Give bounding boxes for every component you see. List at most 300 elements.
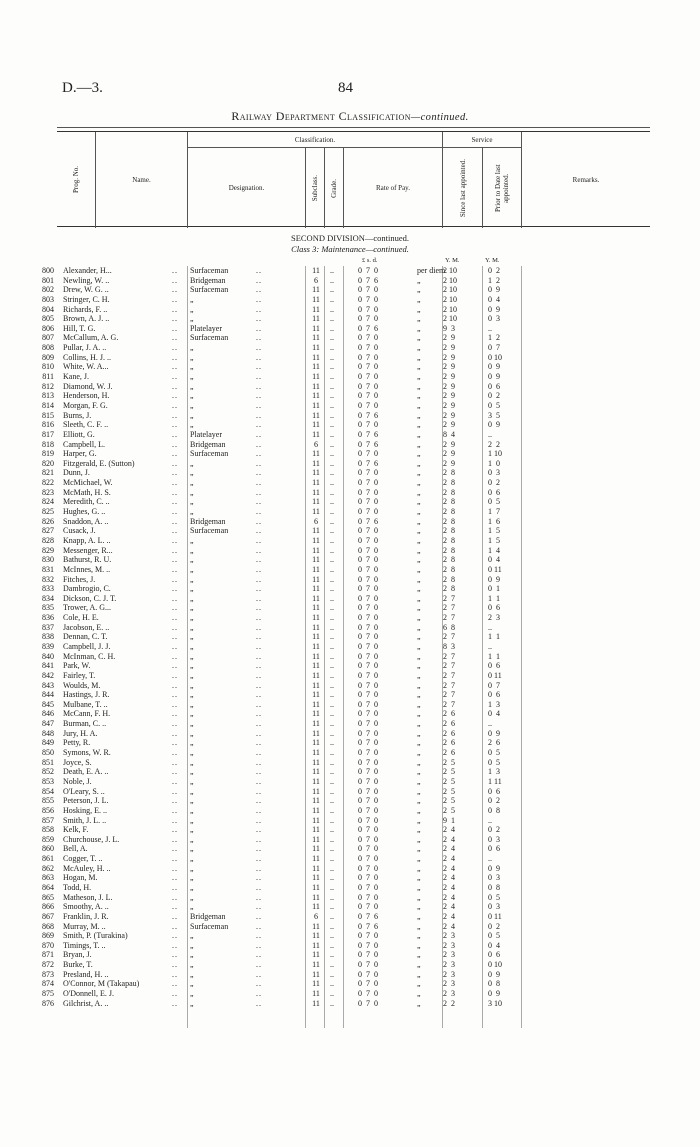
leader-dots: .. (256, 478, 262, 488)
pay-period-cell: „ (417, 613, 421, 623)
pay-period-cell: „ (417, 584, 421, 594)
leader-dots: .. (256, 892, 262, 902)
leader-dots: .. (256, 285, 262, 295)
pay-period-cell: „ (417, 805, 421, 815)
table-row (0, 864, 700, 874)
prior-cell: 1 10 (488, 449, 502, 459)
table-row (0, 401, 700, 411)
since-cell: 2 4 (443, 844, 455, 854)
leader-dots: .. (256, 969, 262, 979)
table-row (0, 912, 700, 922)
prog-no-cell: 840 (42, 651, 54, 661)
rate-cell: 0 7 0 (358, 757, 378, 767)
designation-cell: „ (190, 458, 194, 468)
leader-dots: .. (172, 728, 178, 738)
designation-cell: „ (190, 950, 194, 960)
leader-dots: .. (330, 680, 334, 690)
subclass-cell: 11 (312, 873, 320, 883)
subclass-cell: 11 (312, 931, 320, 941)
leader-dots: .. (172, 825, 178, 835)
units-prior: Y. M. (485, 257, 500, 264)
leader-dots: .. (330, 603, 334, 613)
name-cell: Matheson, J. L. (63, 892, 113, 902)
header-remarks: Remarks. (521, 132, 650, 228)
designation-cell: „ (190, 574, 194, 584)
leader-dots: .. (172, 439, 178, 449)
pay-period-cell: „ (417, 526, 421, 536)
name-cell: McAuley, H. .. (63, 863, 111, 873)
leader-dots: .. (256, 333, 262, 343)
prior-cell: 3 10 (488, 998, 502, 1008)
leader-dots: .. (330, 593, 334, 603)
name-cell: Snaddon, A. .. (63, 516, 109, 526)
leader-dots: .. (330, 863, 334, 873)
leader-dots: .. (330, 719, 334, 729)
prior-cell: 0 9 (488, 989, 500, 999)
rate-cell: 0 7 0 (358, 854, 378, 864)
prog-no-cell: 819 (42, 449, 54, 459)
leader-dots: .. (330, 343, 334, 353)
leader-dots: .. (172, 507, 178, 517)
prog-no-cell: 818 (42, 439, 54, 449)
prog-no-cell: 834 (42, 593, 54, 603)
prior-cell: 1 0 (488, 458, 500, 468)
pay-period-cell: „ (417, 391, 421, 401)
leader-dots: .. (256, 468, 262, 478)
leader-dots: .. (172, 680, 178, 690)
since-cell: 2 8 (443, 564, 455, 574)
leader-dots: .. (172, 603, 178, 613)
leader-dots: .. (330, 786, 334, 796)
pay-period-cell: per diem (417, 266, 446, 275)
prog-no-cell: 827 (42, 526, 54, 536)
prior-cell: 0 8 (488, 979, 500, 989)
subclass-cell: 11 (312, 632, 320, 642)
table-row (0, 478, 700, 488)
prog-no-cell: 855 (42, 796, 54, 806)
subclass-cell: 11 (312, 670, 320, 680)
leader-dots: .. (172, 545, 178, 555)
since-cell: 2 3 (443, 979, 455, 989)
designation-cell: „ (190, 969, 194, 979)
table-row (0, 816, 700, 826)
pay-period-cell: „ (417, 304, 421, 314)
designation-cell: „ (190, 468, 194, 478)
rate-cell: 0 7 0 (358, 680, 378, 690)
table-row (0, 420, 700, 430)
leader-dots: .. (172, 400, 178, 410)
table-row (0, 546, 700, 556)
prior-cell: 1 6 (488, 516, 500, 526)
rate-cell: 0 7 0 (358, 622, 378, 632)
leader-dots: .. (330, 748, 334, 758)
since-cell: 2 8 (443, 584, 455, 594)
rate-cell: 0 7 0 (358, 738, 378, 748)
prog-no-cell: 837 (42, 622, 54, 632)
rate-cell: 0 7 0 (358, 449, 378, 459)
leader-dots: .. (330, 632, 334, 642)
designation-cell: „ (190, 420, 194, 430)
designation-cell: „ (190, 728, 194, 738)
table-row (0, 333, 700, 343)
prog-no-cell: 871 (42, 950, 54, 960)
table-row (0, 960, 700, 970)
leader-dots: .. (172, 410, 178, 420)
since-cell: 2 3 (443, 931, 455, 941)
pay-period-cell: „ (417, 873, 421, 883)
name-cell: Knapp, A. L. .. (63, 535, 111, 545)
name-cell: Diamond, W. J. (63, 381, 113, 391)
rate-cell: 0 7 0 (358, 796, 378, 806)
leader-dots: .. (256, 362, 262, 372)
designation-cell: „ (190, 391, 194, 401)
prior-cell: 0 11 (488, 564, 502, 574)
rate-cell: 0 7 0 (358, 661, 378, 671)
table-row (0, 632, 700, 642)
leader-dots: .. (256, 844, 262, 854)
leader-dots: .. (330, 381, 334, 391)
table-row (0, 449, 700, 459)
name-cell: Morgan, F. G. (63, 400, 108, 410)
table-row (0, 671, 700, 681)
leader-dots: .. (172, 960, 178, 970)
pay-period-cell: „ (417, 352, 421, 362)
table-row (0, 796, 700, 806)
leader-dots: .. (330, 709, 334, 719)
leader-dots: .. (172, 381, 178, 391)
subclass-cell: 11 (312, 680, 320, 690)
leader-dots: .. (330, 574, 334, 584)
rate-cell: 0 7 0 (358, 343, 378, 353)
name-cell: Jacobson, E. .. (63, 622, 110, 632)
page-title (0, 109, 700, 124)
subclass-cell: 11 (312, 622, 320, 632)
prog-no-cell: 858 (42, 825, 54, 835)
prior-cell: 1 2 (488, 333, 500, 343)
table-row (0, 690, 700, 700)
prog-no-cell: 873 (42, 969, 54, 979)
prior-cell: 0 10 (488, 352, 502, 362)
table-row (0, 459, 700, 469)
leader-dots: .. (256, 555, 262, 565)
subclass-cell: 11 (312, 266, 320, 275)
prog-no-cell: 843 (42, 680, 54, 690)
subclass-cell: 11 (312, 863, 320, 873)
leader-dots: .. (256, 420, 262, 430)
name-cell: White, W. A... (63, 362, 109, 372)
name-cell: Harper, G. (63, 449, 97, 459)
rate-cell: 0 7 0 (358, 526, 378, 536)
table-row (0, 526, 700, 536)
leader-dots: .. (172, 892, 178, 902)
prog-no-cell: 845 (42, 699, 54, 709)
name-cell: Newling, W. .. (63, 275, 110, 285)
subclass-cell: 11 (312, 921, 320, 931)
prog-no-cell: 872 (42, 960, 54, 970)
leader-dots: .. (172, 429, 178, 439)
table-row (0, 324, 700, 334)
prog-no-cell: 814 (42, 400, 54, 410)
subclass-cell: 11 (312, 343, 320, 353)
since-cell: 2 6 (443, 728, 455, 738)
prior-cell: 1 3 (488, 767, 500, 777)
table-row (0, 719, 700, 729)
subclass-cell: 11 (312, 960, 320, 970)
prior-cell: 0 6 (488, 690, 500, 700)
name-cell: Burns, J. (63, 410, 92, 420)
leader-dots: .. (256, 429, 262, 439)
prior-cell: 0 1 (488, 584, 500, 594)
name-cell: Hosking, E. .. (63, 805, 107, 815)
prog-no-cell: 869 (42, 931, 54, 941)
designation-cell: „ (190, 719, 194, 729)
rate-cell: 0 7 6 (358, 439, 378, 449)
prior-cell: 0 9 (488, 420, 500, 430)
rate-cell: 0 7 0 (358, 593, 378, 603)
prior-cell: 0 6 (488, 487, 500, 497)
subclass-cell: 11 (312, 613, 320, 623)
prog-no-cell: 803 (42, 294, 54, 304)
rate-cell: 0 7 6 (358, 410, 378, 420)
name-cell: Henderson, H. (63, 391, 110, 401)
name-cell: Burke, T. (63, 960, 93, 970)
leader-dots: .. (330, 670, 334, 680)
leader-dots: .. (172, 757, 178, 767)
leader-dots: .. (256, 381, 262, 391)
leader-dots: .. (172, 921, 178, 931)
leader-dots: .. (330, 911, 334, 921)
table-row (0, 536, 700, 546)
prog-no-cell: 842 (42, 670, 54, 680)
prior-cell: 0 6 (488, 844, 500, 854)
name-cell: Peterson, J. L. (63, 796, 109, 806)
since-cell: 2 8 (443, 516, 455, 526)
name-cell: Bell, A. (63, 844, 88, 854)
prior-cell: 2 6 (488, 738, 500, 748)
name-cell: Hill, T. G. (63, 323, 96, 333)
leader-dots: .. (172, 989, 178, 999)
pay-period-cell: „ (417, 535, 421, 545)
subclass-cell: 11 (312, 304, 320, 314)
prog-no-cell: 863 (42, 873, 54, 883)
prior-cell: 0 4 (488, 294, 500, 304)
top-rule (57, 127, 650, 128)
name-cell: McInnes, M. .. (63, 564, 111, 574)
prog-no-cell: 828 (42, 535, 54, 545)
subclass-cell: 11 (312, 458, 320, 468)
leader-dots: .. (330, 372, 334, 382)
leader-dots: .. (330, 555, 334, 565)
leader-dots: .. (256, 728, 262, 738)
since-cell: 2 9 (443, 449, 455, 459)
pay-period-cell: „ (417, 921, 421, 931)
designation-cell: „ (190, 613, 194, 623)
subclass-cell: 6 (314, 516, 318, 526)
since-cell: 2 9 (443, 439, 455, 449)
table-row (0, 941, 700, 951)
leader-dots: .. (256, 593, 262, 603)
prog-no-cell: 868 (42, 921, 54, 931)
leader-dots: .. (256, 449, 262, 459)
table-row (0, 391, 700, 401)
name-cell: McInman, C. H. (63, 651, 116, 661)
since-cell: 2 5 (443, 805, 455, 815)
prog-no-cell: 802 (42, 285, 54, 295)
designation-cell: Surfaceman (190, 449, 229, 459)
pay-period-cell: „ (417, 834, 421, 844)
pay-period-cell: „ (417, 728, 421, 738)
leader-dots: .. (172, 796, 178, 806)
rate-cell: 0 7 6 (358, 911, 378, 921)
pay-period-cell: „ (417, 429, 421, 439)
leader-dots: .. (172, 285, 178, 295)
prior-cell: 0 9 (488, 285, 500, 295)
table-row (0, 893, 700, 903)
subclass-cell: 11 (312, 593, 320, 603)
designation-cell: Surfaceman (190, 266, 229, 275)
prog-no-cell: 839 (42, 641, 54, 651)
leader-dots: .. (330, 892, 334, 902)
since-cell: 2 7 (443, 699, 455, 709)
name-cell: Cogger, T. .. (63, 854, 103, 864)
leader-dots: .. (256, 719, 262, 729)
prog-no-cell: 815 (42, 410, 54, 420)
table-row (0, 931, 700, 941)
table-row (0, 372, 700, 382)
subclass-cell: 11 (312, 323, 320, 333)
designation-cell: „ (190, 478, 194, 488)
subclass-cell: 11 (312, 661, 320, 671)
since-cell: 2 7 (443, 680, 455, 690)
prior-cell: 0 8 (488, 805, 500, 815)
rate-cell: 0 7 0 (358, 883, 378, 892)
subclass-cell: 11 (312, 468, 320, 478)
leader-dots: .. (172, 883, 178, 892)
subclass-cell: 11 (312, 748, 320, 758)
rate-cell: 0 7 0 (358, 969, 378, 979)
prior-cell: 1 4 (488, 545, 500, 555)
table-row (0, 922, 700, 932)
designation-cell: „ (190, 767, 194, 777)
name-cell: Dambrogio, C. (63, 584, 111, 594)
prog-no-cell: 811 (42, 372, 54, 382)
subclass-cell: 11 (312, 294, 320, 304)
rate-cell: 0 7 0 (358, 825, 378, 835)
table-row (0, 825, 700, 835)
header-designation: Designation. (187, 148, 305, 228)
leader-dots: .. (172, 979, 178, 989)
rate-cell: 0 7 0 (358, 834, 378, 844)
leader-dots: .. (330, 487, 334, 497)
prog-no-cell: 800 (42, 266, 54, 275)
leader-dots: .. (172, 294, 178, 304)
since-cell: 2 6 (443, 738, 455, 748)
leader-dots: .. (172, 950, 178, 960)
designation-cell: „ (190, 825, 194, 835)
rate-cell: 0 7 0 (358, 613, 378, 623)
designation-cell: „ (190, 805, 194, 815)
table-row (0, 970, 700, 980)
pay-period-cell: „ (417, 776, 421, 786)
designation-cell: „ (190, 661, 194, 671)
prior-cell: 2 3 (488, 613, 500, 623)
designation-cell: „ (190, 352, 194, 362)
since-cell: 2 3 (443, 989, 455, 999)
rate-cell: 0 7 0 (358, 545, 378, 555)
prog-no-cell: 812 (42, 381, 54, 391)
leader-dots: .. (256, 535, 262, 545)
leader-dots: .. (172, 902, 178, 912)
leader-dots: .. (172, 362, 178, 372)
table-row (0, 873, 700, 883)
prior-cell: 0 2 (488, 796, 500, 806)
since-cell: 2 10 (443, 266, 457, 275)
table-row (0, 266, 700, 276)
leader-dots: .. (256, 497, 262, 507)
prog-no-cell: 850 (42, 748, 54, 758)
leader-dots: .. (330, 960, 334, 970)
designation-cell: „ (190, 622, 194, 632)
leader-dots: .. (256, 863, 262, 873)
name-cell: Bathurst, R. U. (63, 555, 112, 565)
table-row (0, 353, 700, 363)
prior-cell: 1 2 (488, 275, 500, 285)
leader-dots: .. (330, 584, 334, 594)
prog-no-cell: 830 (42, 555, 54, 565)
rate-cell: 0 7 0 (358, 352, 378, 362)
since-cell: 2 8 (443, 526, 455, 536)
rate-cell: 0 7 0 (358, 960, 378, 970)
leader-dots: .. (172, 998, 178, 1008)
rate-cell: 0 7 0 (358, 699, 378, 709)
subclass-cell: 11 (312, 738, 320, 748)
prior-cell: 0 3 (488, 834, 500, 844)
designation-cell: „ (190, 738, 194, 748)
name-cell: Dunn, J. (63, 468, 90, 478)
leader-dots: .. (172, 699, 178, 709)
since-cell: 2 4 (443, 863, 455, 873)
pay-period-cell: „ (417, 796, 421, 806)
subclass-cell: 11 (312, 362, 320, 372)
designation-cell: „ (190, 902, 194, 912)
pay-period-cell: „ (417, 478, 421, 488)
leader-dots: .. (330, 449, 334, 459)
name-cell: Jury, H. A. (63, 728, 98, 738)
prog-no-cell: 833 (42, 584, 54, 594)
table-row (0, 440, 700, 450)
name-cell: Kelk, F. (63, 825, 89, 835)
since-cell: 9 1 (443, 815, 455, 825)
pay-period-cell: „ (417, 960, 421, 970)
leader-dots: .. (256, 709, 262, 719)
prog-no-cell: 831 (42, 564, 54, 574)
leader-dots: .. (330, 439, 334, 449)
name-cell: Churchouse, J. L. (63, 834, 120, 844)
prog-no-cell: 866 (42, 902, 54, 912)
subclass-cell: 11 (312, 767, 320, 777)
table-row (0, 950, 700, 960)
subclass-cell: 11 (312, 429, 320, 439)
designation-cell: Surfaceman (190, 333, 229, 343)
prog-no-cell: 824 (42, 497, 54, 507)
rate-cell: 0 7 0 (358, 372, 378, 382)
subclass-cell: 11 (312, 352, 320, 362)
rate-cell: 0 7 0 (358, 584, 378, 594)
leader-dots: .. (172, 516, 178, 526)
pay-period-cell: „ (417, 670, 421, 680)
prior-cell: .. (488, 429, 492, 439)
prior-cell: 0 3 (488, 902, 500, 912)
